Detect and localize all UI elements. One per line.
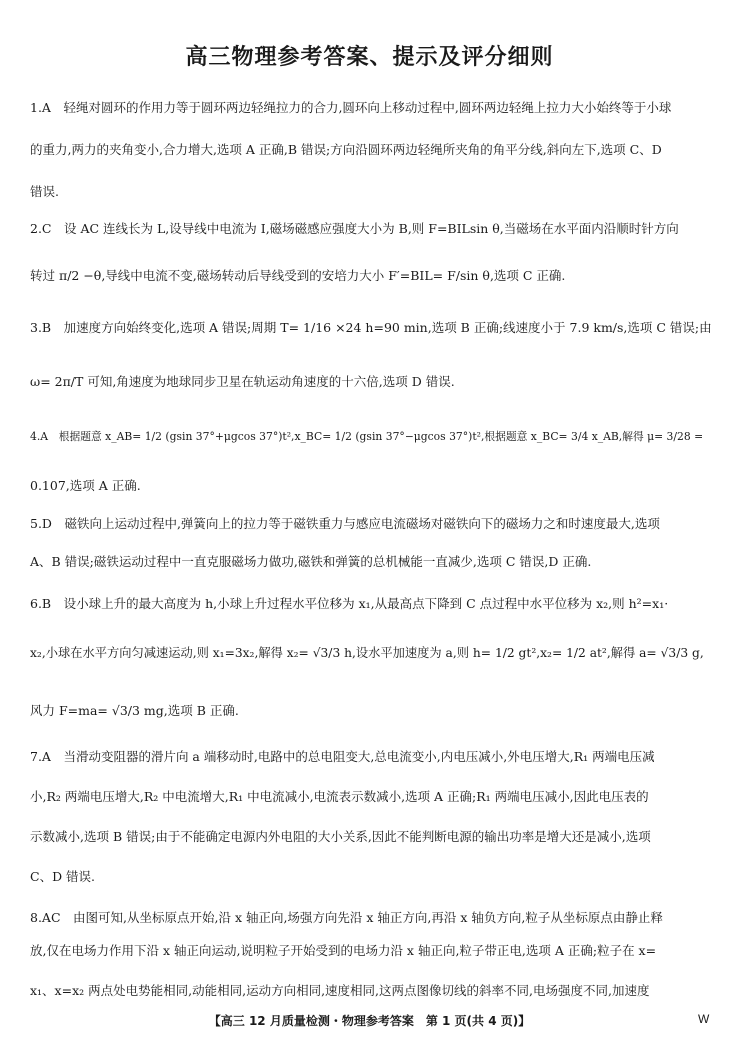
answer-line: 放,仅在电场力作用下沿 x 轴正向运动,说明粒子开始受到的电场力沿 x 轴正向,粒子带正电,选项 A 正确;粒子在 x=	[30, 943, 657, 958]
page-footer: 【高三 12 月质量检测・物理参考答案 第 1 页(共 4 页)】	[208, 1014, 531, 1028]
answer-line: 3.B 加速度方向始终变化,选项 A 错误;周期 T= 1/16 ×24 h=90 min,选项 B 正确;线速度小于 7.9 km/s,选项 C 错误;由	[30, 320, 712, 335]
answer-line: 风力 F=ma= √3/3 mg,选项 B 正确.	[30, 703, 239, 718]
answer-line: x₁、x=x₂ 两点处电势能相同,动能相同,运动方向相同,速度相同,这两点图像切线的斜率不同,电场强度不同,加速度	[30, 983, 650, 998]
answer-line: 的重力,两力的夹角变小,合力增大,选项 A 正确,B 错误;方向沿圆环两边轻绳所夹角的角平分线,斜向左下,选项 C、D	[30, 142, 662, 157]
page-title: 高三物理参考答案、提示及评分细则	[185, 45, 554, 70]
answer-line: x₂,小球在水平方向匀减速运动,则 x₁=3x₂,解得 x₂= √3/3 h,设水平加速度为 a,则 h= 1/2 gt²,x₂= 1/2 at²,解得 a= √3/3 g,	[30, 646, 704, 660]
answer-line: 1.A 轻绳对圆环的作用力等于圆环两边轻绳拉力的合力,圆环向上移动过程中,圆环两边轻绳上拉力大小始终等于小球	[30, 100, 672, 115]
answer-line: C、D 错误.	[30, 869, 96, 884]
answer-line: ω= 2π/T 可知,角速度为地球同步卫星在轨运动角速度的十六倍,选项 D 错误.	[30, 374, 455, 389]
answer-line: 0.107,选项 A 正确.	[30, 478, 141, 493]
footer-mark: W	[698, 1012, 710, 1026]
answer-line: 小,R₂ 两端电压增大,R₂ 中电流增大,R₁ 中电流减小,电流表示数减小,选项 A 正确;R₁ 两端电压减小,因此电压表的	[30, 789, 649, 804]
answer-line: 错误.	[30, 184, 59, 199]
answer-line: 4.A 根据题意 x_AB= 1/2 (gsin 37°+μgcos 37°)t²,x_BC= 1/2 (gsin 37°−μgcos 37°)t²,根据题意 x_BC= 3/4 x_AB,解得 μ= 3/28 =	[30, 430, 704, 443]
answer-line: 8.AC 由图可知,从坐标原点开始,沿 x 轴正向,场强方向先沿 x 轴正方向,再沿 x 轴负方向,粒子从坐标原点由静止释	[30, 910, 663, 925]
answer-line: 6.B 设小球上升的最大高度为 h,小球上升过程水平位移为 x₁,从最高点下降到 C 点过程中水平位移为 x₂,则 h²=x₁·	[30, 596, 669, 611]
answer-line: 2.C 设 AC 连线长为 L,设导线中电流为 I,磁场磁感应强度大小为 B,则 F=BILsin θ,当磁场在水平面内沿顺时针方向	[30, 221, 679, 236]
answer-line: A、B 错误;磁铁运动过程中一直克服磁场力做功,磁铁和弹簧的总机械能一直减少,选项 C 错误,D 正确.	[30, 554, 592, 569]
answer-line: 7.A 当滑动变阻器的滑片向 a 端移动时,电路中的总电阻变大,总电流变小,内电压减小,外电压增大,R₁ 两端电压减	[30, 749, 655, 764]
answer-line: 转过 π/2 −θ,导线中电流不变,磁场转动后导线受到的安培力大小 F′=BIL= F/sin θ,选项 C 正确.	[30, 268, 566, 283]
answer-line: 示数减小,选项 B 错误;由于不能确定电源内外电阻的大小关系,因此不能判断电源的输出功率是增大还是减小,选项	[30, 829, 651, 844]
answer-line: 5.D 磁铁向上运动过程中,弹簧向上的拉力等于磁铁重力与感应电流磁场对磁铁向下的磁场力之和时速度最大,选项	[30, 516, 660, 531]
